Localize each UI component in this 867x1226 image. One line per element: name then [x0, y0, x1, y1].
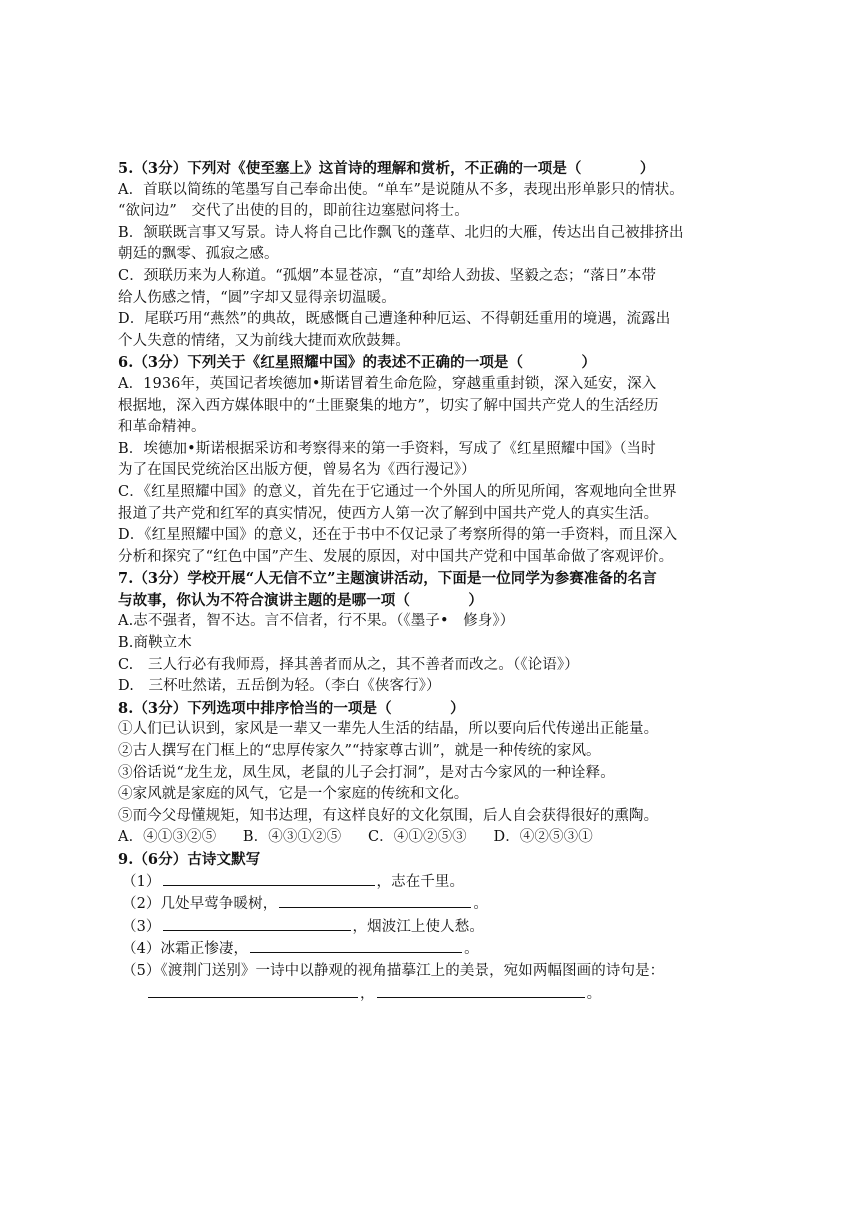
question-5-option-b-cont: 朝廷的飘零、孤寂之感。: [118, 246, 279, 263]
exam-content: [118, 158, 730, 1005]
question-7-option-b: B.商鞅立木: [118, 635, 192, 652]
question-5-option-b: B．颔联既言事又写景。诗人将自己比作飘飞的蓬草、北归的大雁，传达出自己被排挤出: [118, 224, 684, 241]
question-7-title: 7.（3分）学校开展“人无信不立”主题演讲活动，下面是一位同学为参赛准备的名言: [118, 570, 657, 588]
question-6-option-a-cont: 根据地，深入西方媒体眼中的“土匪聚集的地方”，切实了解中国共产党人的生活经历: [118, 397, 659, 414]
question-9-line-1-suffix: ，志在千里。: [376, 873, 465, 890]
question-5-option-a: A．首联以简练的笔墨写自己奉命出使。“单车”是说随从不多，表现出形单影只的情状。: [118, 181, 684, 198]
question-7-option-c: C. 三人行必有我师焉，择其善者而从之，其不善者而改之。（《论语》）: [118, 656, 579, 673]
question-5-option-d-cont: 个人失意的情绪，又为前线大捷而欢欣鼓舞。: [118, 332, 410, 349]
question-8-option-c: C．④①②⑤③: [367, 829, 467, 846]
question-8-sentence-3: ③俗话说“龙生龙，凤生凤，老鼠的儿子会打洞”，是对古今家风的一种诠释。: [118, 764, 615, 781]
question-8-option-b: B．④③①②⑤: [242, 829, 342, 846]
answer-blank: [377, 983, 585, 998]
answer-blank: [163, 871, 375, 886]
question-5-option-c-cont: 给人伤感之情，“圆”字却又显得亲切温暖。: [118, 289, 396, 306]
question-6-option-d-cont: 分析和探究了“红色中国”产生、发展的原因，对中国共产党和中国革命做了客观评价。: [118, 548, 674, 565]
answer-blank: [148, 983, 358, 998]
answer-blank: [250, 938, 462, 953]
question-9-line-4-suffix: 。: [464, 941, 479, 958]
question-8-sentence-2: ②古人撰写在门框上的“忠厚传家久”“持家尊古训”，就是一种传统的家风。: [118, 743, 601, 760]
question-9-line-2-prefix: （2）几处早莺争暖树，: [122, 896, 278, 913]
question-8-sentence-1: ①人们已认识到，家风是一辈又一辈先人生活的结晶，所以要向后代传递出正能量。: [118, 721, 659, 738]
question-7-option-d: D. 三杯吐然诺，五岳倒为轻。（李白《侠客行》）: [118, 678, 441, 695]
question-6-option-c-cont: 报道了共产党和红军的真实情况，使西方人第一次了解到中国共产党人的真实生活。: [118, 505, 659, 522]
question-9-line-3-suffix: ，烟波江上使人愁。: [352, 918, 484, 935]
question-6-option-a-cont2: 和革命精神。: [118, 419, 206, 436]
answer-blank: [163, 916, 351, 931]
question-7-title-cont: 与故事，你认为不符合演讲主题的是哪一项（ ）: [118, 591, 483, 609]
question-5-title: 5.（3分）下列对《使至塞上》这首诗的理解和赏析，不正确的一项是（ ）: [118, 160, 655, 177]
question-7-option-a: A.志不强者，智不达。言不信者，行不果。（《墨子• 修身》）: [118, 613, 515, 630]
question-9-line-1-prefix: （1）: [122, 873, 161, 890]
question-6-title: 6.（3分）下列关于《红星照耀中国》的表述不正确的一项是（ ）: [118, 354, 597, 372]
question-9-line-1: [118, 871, 730, 894]
question-8-options: [118, 827, 730, 849]
question-9-line-3-prefix: （3）: [122, 918, 161, 935]
question-9-line-2: [118, 893, 730, 916]
question-9-line-6-separator: ，: [360, 985, 375, 1002]
question-6-option-c: C．《红星照耀中国》的意义，首先在于它通过一个外国人的所见所闻，客观地向全世界: [118, 483, 677, 500]
question-9-line-4-prefix: （4）冰霜正惨凄，: [122, 941, 249, 958]
question-9-title: 9.（6分）古诗文默写: [118, 851, 261, 868]
question-6-option-a: A．1936年，英国记者埃德加•斯诺冒着生命危险，穿越重重封锁，深入延安，深入: [118, 375, 657, 392]
question-5-option-c: C．颈联历来为人称道。“孤烟”本显苍凉，“直”却给人劲拔、坚毅之态；“落日”本带: [118, 267, 657, 284]
question-8-option-a: A．④①③②⑤: [118, 829, 217, 846]
question-9-line-6: [118, 983, 730, 1006]
question-5-option-a-cont: “欲问边” 交代了出使的目的，即前往边塞慰问将士。: [118, 203, 469, 220]
answer-blank: [279, 893, 471, 908]
question-9-line-4: [118, 938, 730, 961]
question-9-line-6-suffix: 。: [586, 985, 602, 1002]
question-6-option-b: B．埃德加•斯诺根据采访和考察得来的第一手资料，写成了《红星照耀中国》（当时: [118, 440, 656, 457]
question-8-sentence-5: ⑤而今父母懂规矩，知书达理，有这样良好的文化氛围，后人自会获得很好的熏陶。: [118, 807, 659, 824]
question-8-sentence-4: ④家风就是家庭的风气，它是一个家庭的传统和文化。: [118, 786, 469, 803]
question-9-line-2-suffix: 。: [473, 896, 488, 913]
question-9-line-3: [118, 916, 730, 939]
question-9-line-5: （5）《渡荆门送别》一诗中以静观的视角描摹江上的美景，宛如两幅图画的诗句是：: [122, 962, 665, 979]
question-8-title: 8.（3分）下列选项中排序恰当的一项是（ ）: [118, 699, 465, 717]
question-5-option-d: D．尾联巧用“燕然”的典故，既感慨自己遭逢种种厄运、不得朝廷重用的境遇，流露出: [118, 311, 671, 328]
question-8-option-d: D．④②⑤③①: [493, 829, 593, 846]
question-6-option-b-cont: 为了在国民党统治区出版方便，曾易名为《西行漫记》）: [118, 462, 476, 479]
question-6-option-d: D．《红星照耀中国》的意义，还在于书中不仅记录了考察所得的第一手资料，而且深入: [118, 527, 678, 544]
